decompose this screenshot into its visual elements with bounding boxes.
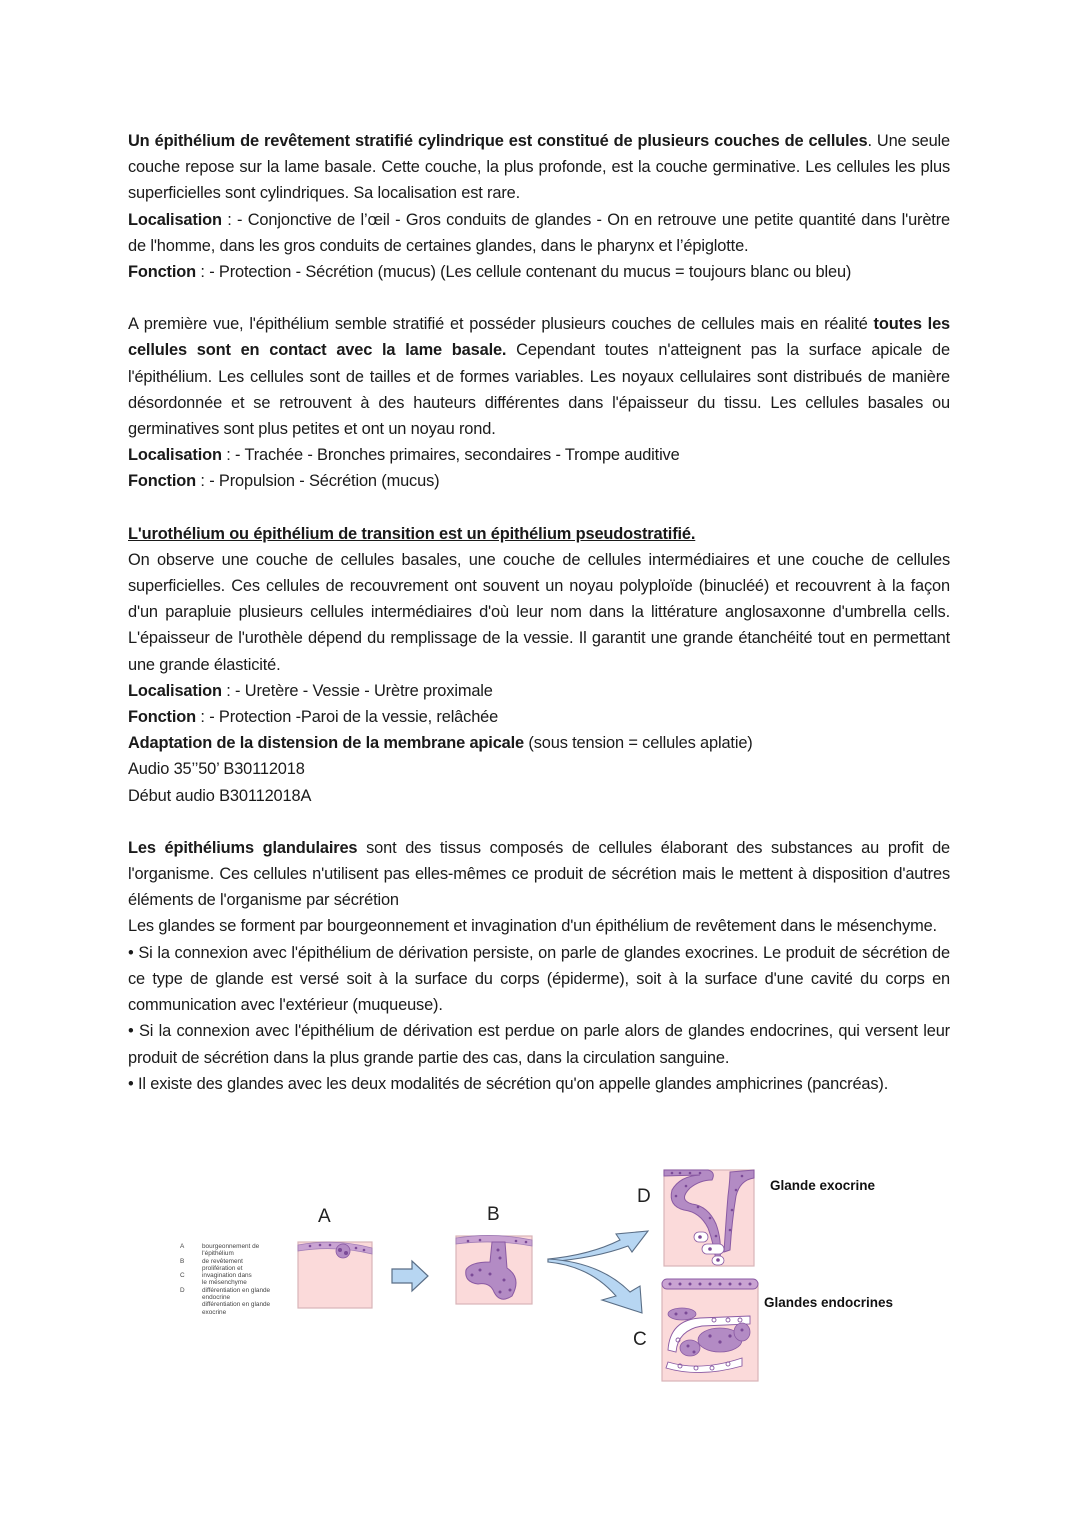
bullet-exocrine: • Si la connexion avec l'épithélium de dérivation persiste, on parle de glandes exocrines. Le produit de sécrétion de ce type de glande est versé soit à la surface du corps (épiderme), soit à la surface d'une cavité du corps en communication avec l'extérieur (muqueuse). — [128, 943, 950, 1015]
legend-keys: A B C D — [180, 1243, 185, 1294]
figure-letter-a: A — [318, 1206, 331, 1227]
glandular-bold: Les épithéliums glandulaires — [128, 838, 358, 857]
fonction-label: Fonction — [128, 708, 196, 727]
audio-reference-2: Début audio B30112018A — [128, 786, 312, 805]
block-arrow-icon — [392, 1261, 428, 1291]
localisation-label: Localisation — [128, 210, 222, 229]
localisation-text: : - Conjonctive de l’œil - Gros conduits de glandes - On en retrouve une petite quantité dans l'urètre de l'homme, dans les gros conduits de certaines glandes, dans le pharynx et l’épiglotte. — [128, 210, 950, 255]
fonction-label: Fonction — [128, 472, 196, 491]
fonction-label: Fonction — [128, 263, 196, 282]
label-exocrine-gland: Glande exocrine — [770, 1178, 876, 1193]
legend-texts: bourgeonnement de l'épithélium de revêtement prolifération et invagination dans le mésenchyme différentiation en glande endocrine différentiation en glande exocrine — [202, 1243, 271, 1316]
definition-bold: Un épithélium de revêtement stratifié cylindrique est constitué de plusieurs couches de cellules — [128, 132, 868, 150]
paragraph-stratified-columnar: Un épithélium de revêtement stratifié cylindrique est constitué de plusieurs couches de cellules. Une seule couche repose sur la lame basale. Cette couche, la plus profonde, est la couche germinative. Les cellules les plus superficielles sont cylindriques. Sa localisation est rare. Localisation : - Conjonctive de l’œil - Gros conduits de glandes - On en retrouve une petite quantité dans l'urètre de l'homme, dans les gros conduits de certaines glandes, dans le pharynx et l’épiglotte. Fonction : - Protection - Sécrétion (mucus) (Les cellule contenant du mucus = toujours blanc ou bleu) — [128, 132, 951, 282]
fonction-text: : - Propulsion - Sécrétion (mucus) — [196, 472, 440, 491]
label-endocrine-glands: Glandes endocrines — [764, 1295, 894, 1310]
localisation-text: : - Uretère - Vessie - Urètre proximale — [221, 681, 493, 700]
adaptation-label: Adaptation de la distension de la membrane apicale — [128, 734, 524, 753]
figure-letter-c: C — [633, 1329, 647, 1350]
curved-arrow-up-icon — [548, 1231, 648, 1262]
panel-b-invagination — [456, 1235, 532, 1304]
panel-a-budding — [298, 1242, 372, 1308]
gland-formation-text: Les glandes se forment par bourgeonnement et invagination d'un épithélium de revêtement dans le mésenchyme. — [128, 917, 937, 936]
bullet-endocrine: • Si la connexion avec l'épithélium de dérivation est perdue on parle alors de glandes endocrines, qui versent leur produit de sécrétion dans la plus grande partie des cas, dans la circulation sanguine. — [128, 1022, 950, 1067]
fonction-text: : - Protection -Paroi de la vessie, relâchée — [196, 708, 499, 727]
urothelium-body: On observe une couche de cellules basales, une couche de cellules intermédiaires et une couche de cellules superficielles. Ces cellules de recouvrement ont souvent un noyau polyploïde (binucléé) et recouvrent à la façon d'un parapluie plusieurs cellules intermédiaires d'où leur nom dans la littérature anglosaxonne d'umbrella cells. L'épaisseur de l'urothèle dépend du remplissage de la vessie. Il garantit une grande étanchéité tout en permettant une grande élasticité. — [128, 550, 950, 674]
figure-letter-b: B — [487, 1204, 500, 1225]
localisation-text: : - Trachée - Bronches primaires, secondaires - Trompe auditive — [221, 446, 680, 465]
paragraph-pseudostratified: A première vue, l'épithélium semble stratifié et posséder plusieurs couches de cellules mais en réalité toutes les cellules sont en contact avec la lame basale. Cependant toutes n'atteignent pas la surface apicale de l'épithélium. Les cellules sont de tailles et de formes variables. Les noyaux cellulaires sont distribués de manière désordonnée et se retrouvent à des hauteurs différentes dans l'épaisseur du tissu. Les cellules basales ou germinatives sont plus petites et ont un noyau rond. Localisation : - Trachée - Bronches primaires, secondaires - Trompe auditive Fonction : - Propulsion - Sécrétion (mucus) — [128, 315, 951, 491]
key-statement-bold: toutes les cellules sont en contact avec la lame basale. — [128, 315, 951, 360]
panel-d-exocrine-gland — [664, 1170, 754, 1266]
adaptation-text: (sous tension = cellules aplatie) — [524, 734, 753, 753]
curved-arrow-down-icon — [548, 1259, 642, 1313]
figure-letter-d: D — [637, 1186, 651, 1207]
paragraph-glandular: Les épithéliums glandulaires sont des tissus composés de cellules élaborant des substances au profit de l'organisme. Ces cellules n'utilisent pas elles-mêmes ce produit de sécrétion mais le mettent à disposition d'autres éléments de l'organisme par sécrétion Les glandes se forment par bourgeonnement et invagination d'un épithélium de revêtement dans le mésenchyme. • Si la connexion avec l'épithélium de dérivation persiste, on parle de glandes exocrines. Le produit de sécrétion de ce type de glande est versé soit à la surface du corps (épiderme), soit à la surface d'une cavité du corps en communication avec l'extérieur (muqueuse). • Si la connexion avec l'épithélium de dérivation est perdue on parle alors de glandes endocrines, qui versent leur produit de sécrétion dans la plus grande partie des cas, dans la circulation sanguine. • Il existe des glandes avec les deux modalités de sécrétion qu'on appelle glandes amphicrines (pancréas). — [128, 838, 951, 1093]
bullet-amphicrine: • Il existe des glandes avec les deux modalités de sécrétion qu'on appelle glandes amphicrines (pancréas). — [128, 1074, 889, 1093]
panel-c-endocrine-glands — [662, 1279, 758, 1381]
section-heading-urothelium: L'urothélium ou épithélium de transition est un épithélium pseudostratifié. — [128, 524, 696, 543]
localisation-label: Localisation — [128, 681, 222, 700]
audio-reference-1: Audio 35’’50’ B30112018 — [128, 760, 305, 779]
localisation-label: Localisation — [128, 446, 222, 465]
fonction-text: : - Protection - Sécrétion (mucus) (Les cellule contenant du mucus = toujours blanc ou bleu) — [196, 263, 852, 282]
